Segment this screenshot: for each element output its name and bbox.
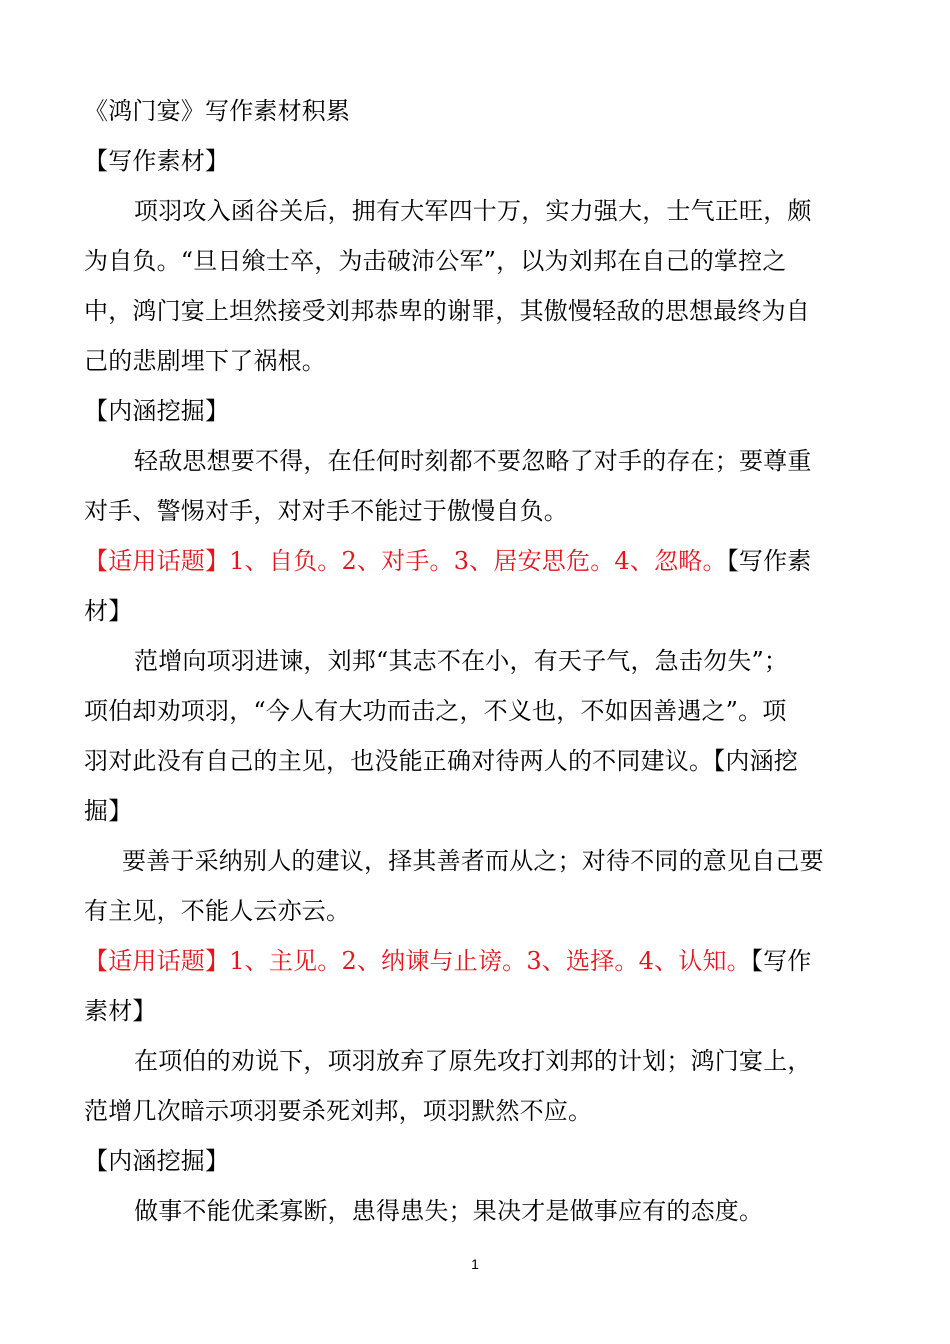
paragraph-line: 材】	[84, 597, 133, 625]
paragraph-line: 己的悲剧埋下了祸根。	[84, 347, 326, 375]
section-heading-writing-material: 【写作素材】	[84, 147, 230, 175]
paragraph-line: 项伯却劝项羽，“今人有大功而击之，不义也，不如因善遇之”。项	[84, 697, 787, 725]
paragraph-line: 中，鸿门宴上坦然接受刘邦恭卑的谢罪，其傲慢轻敌的思想最终为自	[84, 297, 810, 325]
paragraph-line: 范增向项羽进谏，刘邦“其志不在小，有天子气，急击勿失”；	[134, 647, 789, 675]
document-body	[84, 86, 869, 1236]
paragraph-line: 掘】	[84, 797, 133, 825]
paragraph-line: 羽对此没有自己的主见，也没能正确对待两人的不同建议。【内涵挖	[84, 747, 798, 775]
document-title: 《鸿门宴》写作素材积累	[84, 97, 351, 125]
applicable-topics-text: 【适用话题】1、自负。2、对手。3、居安思危。4、忽略。	[84, 547, 727, 575]
section-heading-writing-material: 【写作素	[726, 547, 812, 575]
paragraph-line: 要善于采纳别人的建议，择其善者而从之；对待不同的意见自己要	[122, 847, 824, 875]
paragraph-line: 轻敌思想要不得，在任何时刻都不要忽略了对手的存在；要尊重	[134, 447, 812, 475]
applicable-topics-text: 【适用话题】1、主见。2、纳谏与止谤。3、选择。4、认知。	[84, 947, 751, 975]
paragraph-line: 有主见，不能人云亦云。	[84, 897, 351, 925]
section-heading-connotation: 【内涵挖掘】	[84, 397, 230, 425]
paragraph-line: 对手、警惕对手，对对手不能过于傲慢自负。	[84, 497, 568, 525]
section-heading-writing-material: 【写作	[750, 947, 812, 975]
page-number: 1	[471, 1256, 479, 1272]
paragraph-line: 项羽攻入函谷关后，拥有大军四十万，实力强大，士气正旺，颇	[134, 197, 812, 225]
paragraph-line: 素材】	[84, 997, 157, 1025]
applicable-topics-line	[84, 536, 869, 586]
section-heading-connotation: 【内涵挖掘】	[84, 1147, 230, 1175]
paragraph-line: 范增几次暗示项羽要杀死刘邦，项羽默然不应。	[84, 1097, 593, 1125]
paragraph-line: 为自负。“旦日飨士卒，为击破沛公军”，以为刘邦在自己的掌控之	[84, 247, 787, 275]
paragraph-line: 在项伯的劝说下，项羽放弃了原先攻打刘邦的计划；鸿门宴上，	[134, 1047, 812, 1075]
applicable-topics-line	[84, 936, 869, 986]
paragraph-line: 做事不能优柔寡断，患得患失；果决才是做事应有的态度。	[134, 1197, 764, 1225]
